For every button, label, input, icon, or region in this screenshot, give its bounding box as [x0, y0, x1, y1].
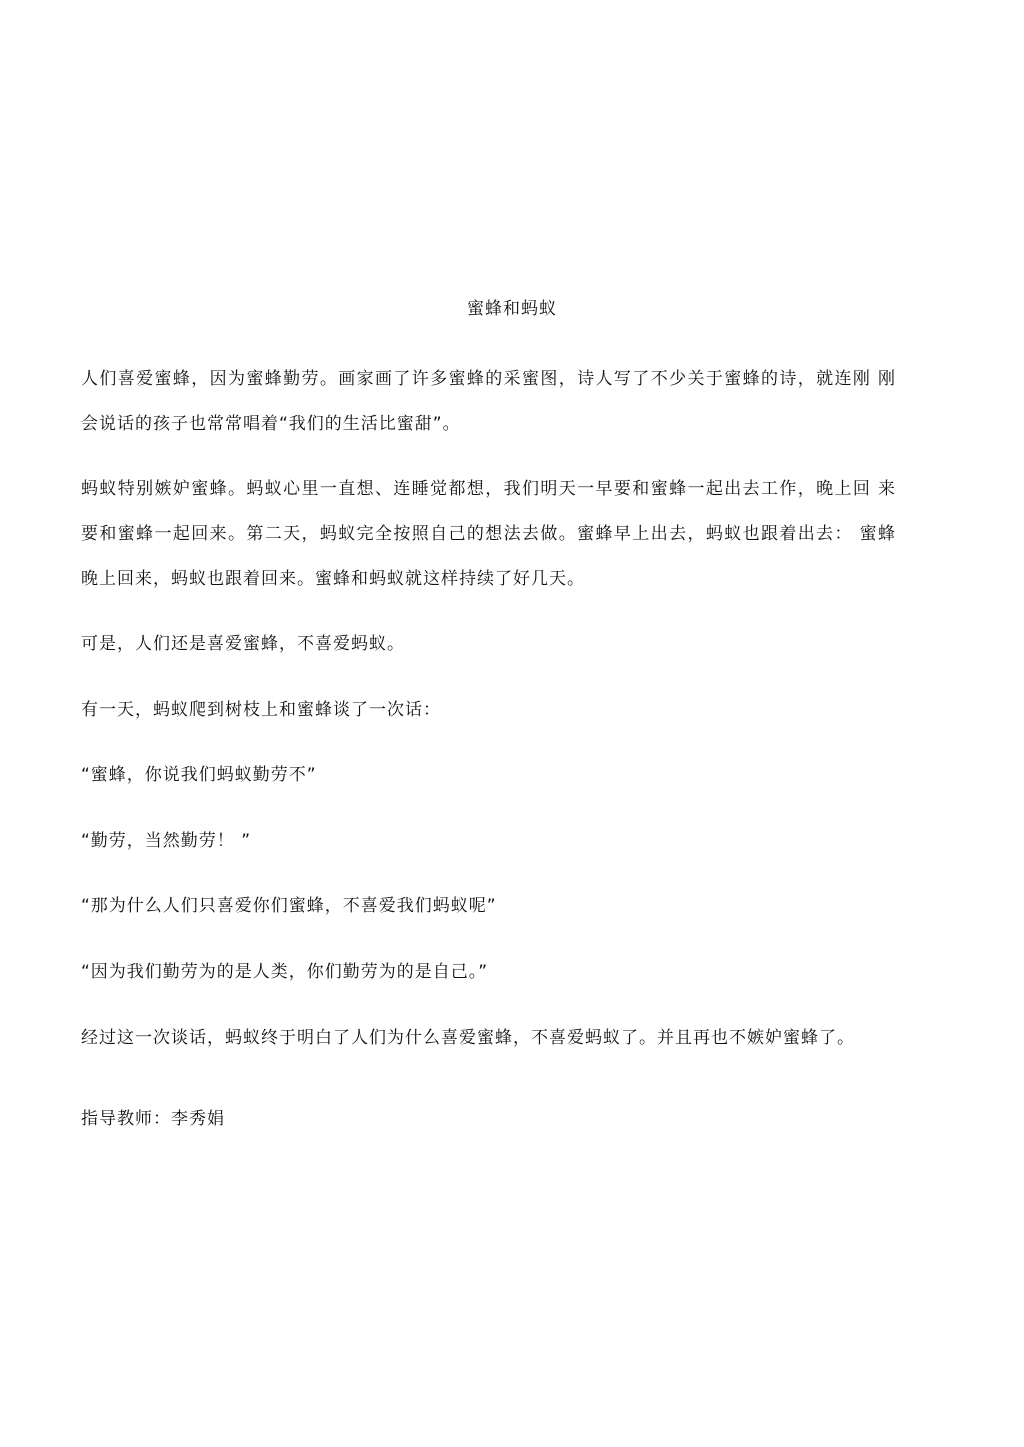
paragraph-conclusion: [81, 1016, 896, 1061]
paragraph-line: 有一天，蚂蚁爬到树枝上和蜜蜂谈了一次话：: [81, 700, 441, 720]
paragraph-line: “勤劳，当然勤劳！ ”: [81, 831, 252, 851]
paragraph-line: 人们喜爱蜜蜂，因为蜜蜂勤劳。画家画了许多蜜蜂的采蜜图，诗人写了不少关于蜜蜂的诗，就连刚 刚: [81, 369, 896, 389]
paragraph-4: [81, 688, 896, 733]
paragraph-3: [81, 622, 896, 667]
paragraph-line: 蚂蚁特别嫉妒蜜蜂。蚂蚁心里一直想、连睡觉都想，我们明天一早要和蜜蜂一起出去工作，晚上回 来: [81, 479, 896, 499]
paragraph-1: [81, 357, 896, 447]
paragraph-line: “蜜蜂，你说我们蚂蚁勤劳不”: [81, 765, 317, 785]
paragraph-line: “因为我们勤劳为的是人类，你们勤劳为的是自己。”: [81, 962, 489, 982]
paragraph-line: 可是，人们还是喜爱蜜蜂，不喜爱蚂蚁。: [81, 634, 405, 654]
instructor-credit: [81, 1097, 896, 1142]
paragraph-line: 指导教师：李秀娟: [81, 1109, 225, 1129]
paragraph-line: 要和蜜蜂一起回来。第二天，蚂蚁完全按照自己的想法去做。蜜蜂早上出去，蚂蚁也跟着出去： 蜜蜂: [81, 524, 896, 544]
paragraph-line: 会说话的孩子也常常唱着“我们的生活比蜜甜”。: [81, 414, 461, 434]
dialogue-line-4: [81, 950, 896, 995]
paragraph-2: [81, 467, 896, 602]
dialogue-line-2: [81, 819, 896, 864]
paragraph-line: 晚上回来，蚂蚁也跟着回来。蜜蜂和蚂蚁就这样持续了好几天。: [81, 569, 585, 589]
document-title: 蜜蜂和蚂蚁: [467, 299, 557, 319]
paragraph-line: “那为什么人们只喜爱你们蜜蜂，不喜爱我们蚂蚁呢”: [81, 896, 497, 916]
paragraph-line: 经过这一次谈话，蚂蚁终于明白了人们为什么喜爱蜜蜂，不喜爱蚂蚁了。并且再也不嫉妒蜜蜂了。: [81, 1028, 855, 1048]
dialogue-line-1: [81, 753, 896, 798]
dialogue-line-3: [81, 884, 896, 929]
